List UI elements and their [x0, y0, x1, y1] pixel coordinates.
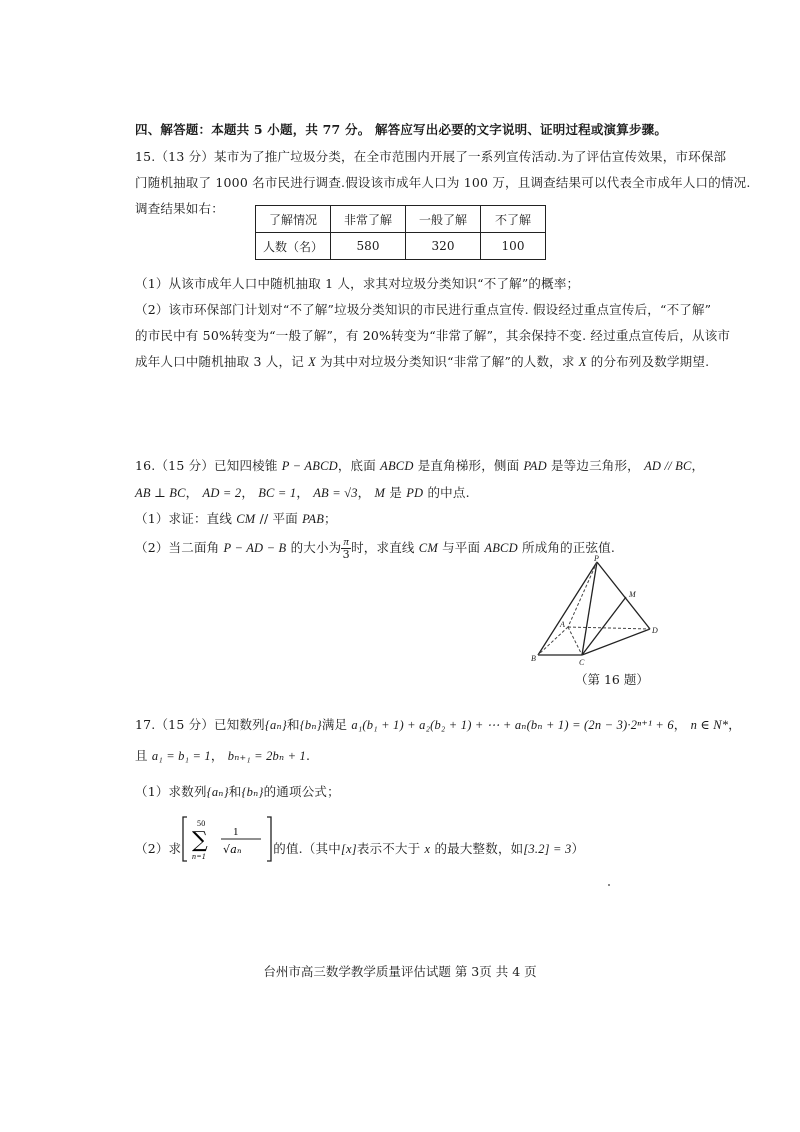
text: ）	[571, 841, 585, 856]
math: PAB	[302, 512, 325, 526]
text: 时，求直线	[351, 540, 419, 555]
math: [x]	[340, 842, 357, 856]
math: BC = 1	[258, 486, 297, 500]
text: ；	[324, 511, 337, 526]
text: ，	[691, 458, 705, 473]
text: （2）求	[135, 841, 182, 856]
q16-line2	[135, 483, 470, 501]
stray-mark	[608, 884, 610, 886]
sum-upper: 50	[197, 819, 206, 828]
q17-line1	[135, 715, 741, 733]
var-x: X	[578, 355, 587, 369]
text: 16.（15 分）已知四棱锥	[135, 458, 282, 473]
math: {aₙ}	[264, 718, 287, 732]
text: （1）求证：直线	[135, 511, 237, 526]
text: 所成角的正弦值.	[517, 540, 616, 555]
text: // 平面	[255, 511, 303, 526]
table-header: 了解情况	[256, 206, 331, 233]
table-row-label: 人数（名）	[256, 233, 331, 260]
text: 的中点.	[423, 485, 470, 500]
text: .	[306, 748, 311, 763]
math: M	[374, 486, 386, 500]
text: 且	[135, 748, 152, 763]
sum-denominator: √aₙ	[223, 843, 242, 856]
text: ，	[357, 485, 375, 500]
floor-sum-expression	[181, 815, 273, 884]
math: AB ⊥ BC	[135, 486, 186, 500]
table-header: 一般了解	[406, 206, 481, 233]
q15-part2-line1: （2）该市环保部门计划对“不了解”垃圾分类知识的市民进行重点宣传. 假设经过重点宣传后，“不了解”	[135, 302, 712, 317]
page-footer: 台州市高三数学教学质量评估试题 第 3页 共 4 页	[263, 964, 537, 979]
math: [3.2] = 3	[523, 842, 572, 856]
var-x: X	[308, 355, 316, 369]
q17-part2	[135, 815, 584, 865]
pyramid-figure	[530, 555, 670, 667]
label-c: C	[579, 658, 585, 667]
q15-line2: 门随机抽取了 1000 名市民进行调查.假设该市成年人口为 100 万，且调查结果可以代表全市成年人口的情况.	[135, 175, 751, 190]
math: n ∈ N*	[690, 718, 729, 732]
q15-part2-line3	[135, 352, 709, 370]
edge-ac	[568, 627, 582, 655]
text: ，	[241, 485, 259, 500]
figure-caption: （第 16 题）	[575, 672, 649, 687]
sum-symbol: ∑	[192, 828, 209, 853]
math: P − ABCD	[281, 459, 338, 473]
text: 与平面	[437, 540, 485, 555]
text: 的大小为	[286, 540, 342, 555]
label-b: B	[531, 654, 536, 663]
text: ，	[728, 717, 741, 732]
math: a₁ = b₁ = 1	[151, 749, 211, 763]
edge-ad	[568, 627, 650, 629]
text: 的最大整数，如	[430, 841, 524, 856]
text: 的值.（其中	[273, 841, 341, 856]
math: {bₙ}	[241, 785, 264, 799]
math: bₙ₊₁ = 2bₙ + 1	[227, 749, 307, 763]
fraction-pi-3	[341, 536, 351, 561]
label-a: A	[560, 620, 565, 629]
text: （1）求数列	[135, 784, 207, 799]
text: （2）当二面角	[135, 540, 224, 555]
math: ABCD	[484, 541, 518, 555]
q15-part2-line2: 的市民中有 50%转变为“一般了解”，有 20%转变为“非常了解”，其余保持不变. 经过重点宣传后，从该市	[135, 328, 731, 343]
table-cell: 580	[331, 233, 406, 260]
math: PAD	[523, 459, 547, 473]
sum-lower: n=1	[192, 852, 207, 861]
sum-svg	[181, 815, 273, 863]
math: PD	[406, 486, 424, 500]
text: ，	[296, 485, 314, 500]
text: ，	[673, 717, 691, 732]
math: CM	[418, 541, 438, 555]
math: a₁(b₁ + 1) + a₂(b₂ + 1) + ⋯ + aₙ(bₙ + 1) = (2n − 3)·2ⁿ⁺¹ + 6	[351, 718, 674, 732]
text: 为其中对垃圾分类知识“非常了解”的人数，求	[315, 354, 579, 369]
text: 17.（15 分）已知数列	[135, 717, 265, 732]
sum-numerator: 1	[233, 826, 239, 838]
edge-pd	[597, 562, 650, 629]
q15-line1: 15.（13 分）某市为了推广垃圾分类，在全市范围内开展了一系列宣传活动.为了评估宣传效果，市环保部	[135, 149, 727, 164]
frac-den: 3	[342, 548, 350, 561]
q16-line1	[135, 456, 704, 474]
text: 是直角梯形，侧面	[413, 458, 524, 473]
label-m: M	[629, 590, 636, 599]
text: 和	[286, 717, 300, 732]
text: 是	[385, 485, 407, 500]
text: 是等边三角形，	[546, 458, 645, 473]
text: 和	[228, 784, 242, 799]
math: AD // BC	[644, 459, 692, 473]
table-cell: 320	[406, 233, 481, 260]
edge-pb	[538, 562, 597, 655]
table-cell: 100	[481, 233, 546, 260]
math: AB = √3	[313, 486, 358, 500]
table-row	[256, 233, 546, 260]
edge-pa	[568, 562, 597, 627]
text: 满足	[321, 717, 352, 732]
q17-line2	[135, 746, 310, 764]
text: 的分布列及数学期望.	[586, 354, 710, 369]
table-header-row	[256, 206, 546, 233]
edge-pc	[582, 562, 597, 655]
math: x	[424, 842, 431, 856]
survey-table	[255, 205, 546, 260]
math: P − AD − B	[223, 541, 287, 555]
text: 表示不大于	[356, 841, 425, 856]
math: {aₙ}	[206, 785, 229, 799]
math: {bₙ}	[299, 718, 322, 732]
label-p: P	[594, 555, 599, 563]
table-header: 非常了解	[331, 206, 406, 233]
section-heading: 四、解答题：本题共 5 小题，共 77 分。 解答应写出必要的文字说明、证明过程或演算步骤。	[135, 122, 668, 137]
q15-part1: （1）从该市成年人口中随机抽取 1 人，求其对垃圾分类知识“不了解”的概率；	[135, 276, 580, 291]
text: 成年人口中随机抽取 3 人，记	[135, 354, 309, 369]
text: ，	[210, 748, 228, 763]
frac-num: π	[343, 536, 350, 548]
math: CM	[236, 512, 256, 526]
label-d: D	[652, 626, 658, 635]
math: ABCD	[380, 459, 414, 473]
math: AD = 2	[202, 486, 242, 500]
q16-part1	[135, 509, 337, 527]
text: 的通项公式；	[263, 784, 340, 799]
text: ，底面	[337, 458, 381, 473]
table-header: 不了解	[481, 206, 546, 233]
q15-line3: 调查结果如右：	[135, 201, 224, 216]
q17-part1	[135, 782, 340, 800]
text: ，	[185, 485, 203, 500]
